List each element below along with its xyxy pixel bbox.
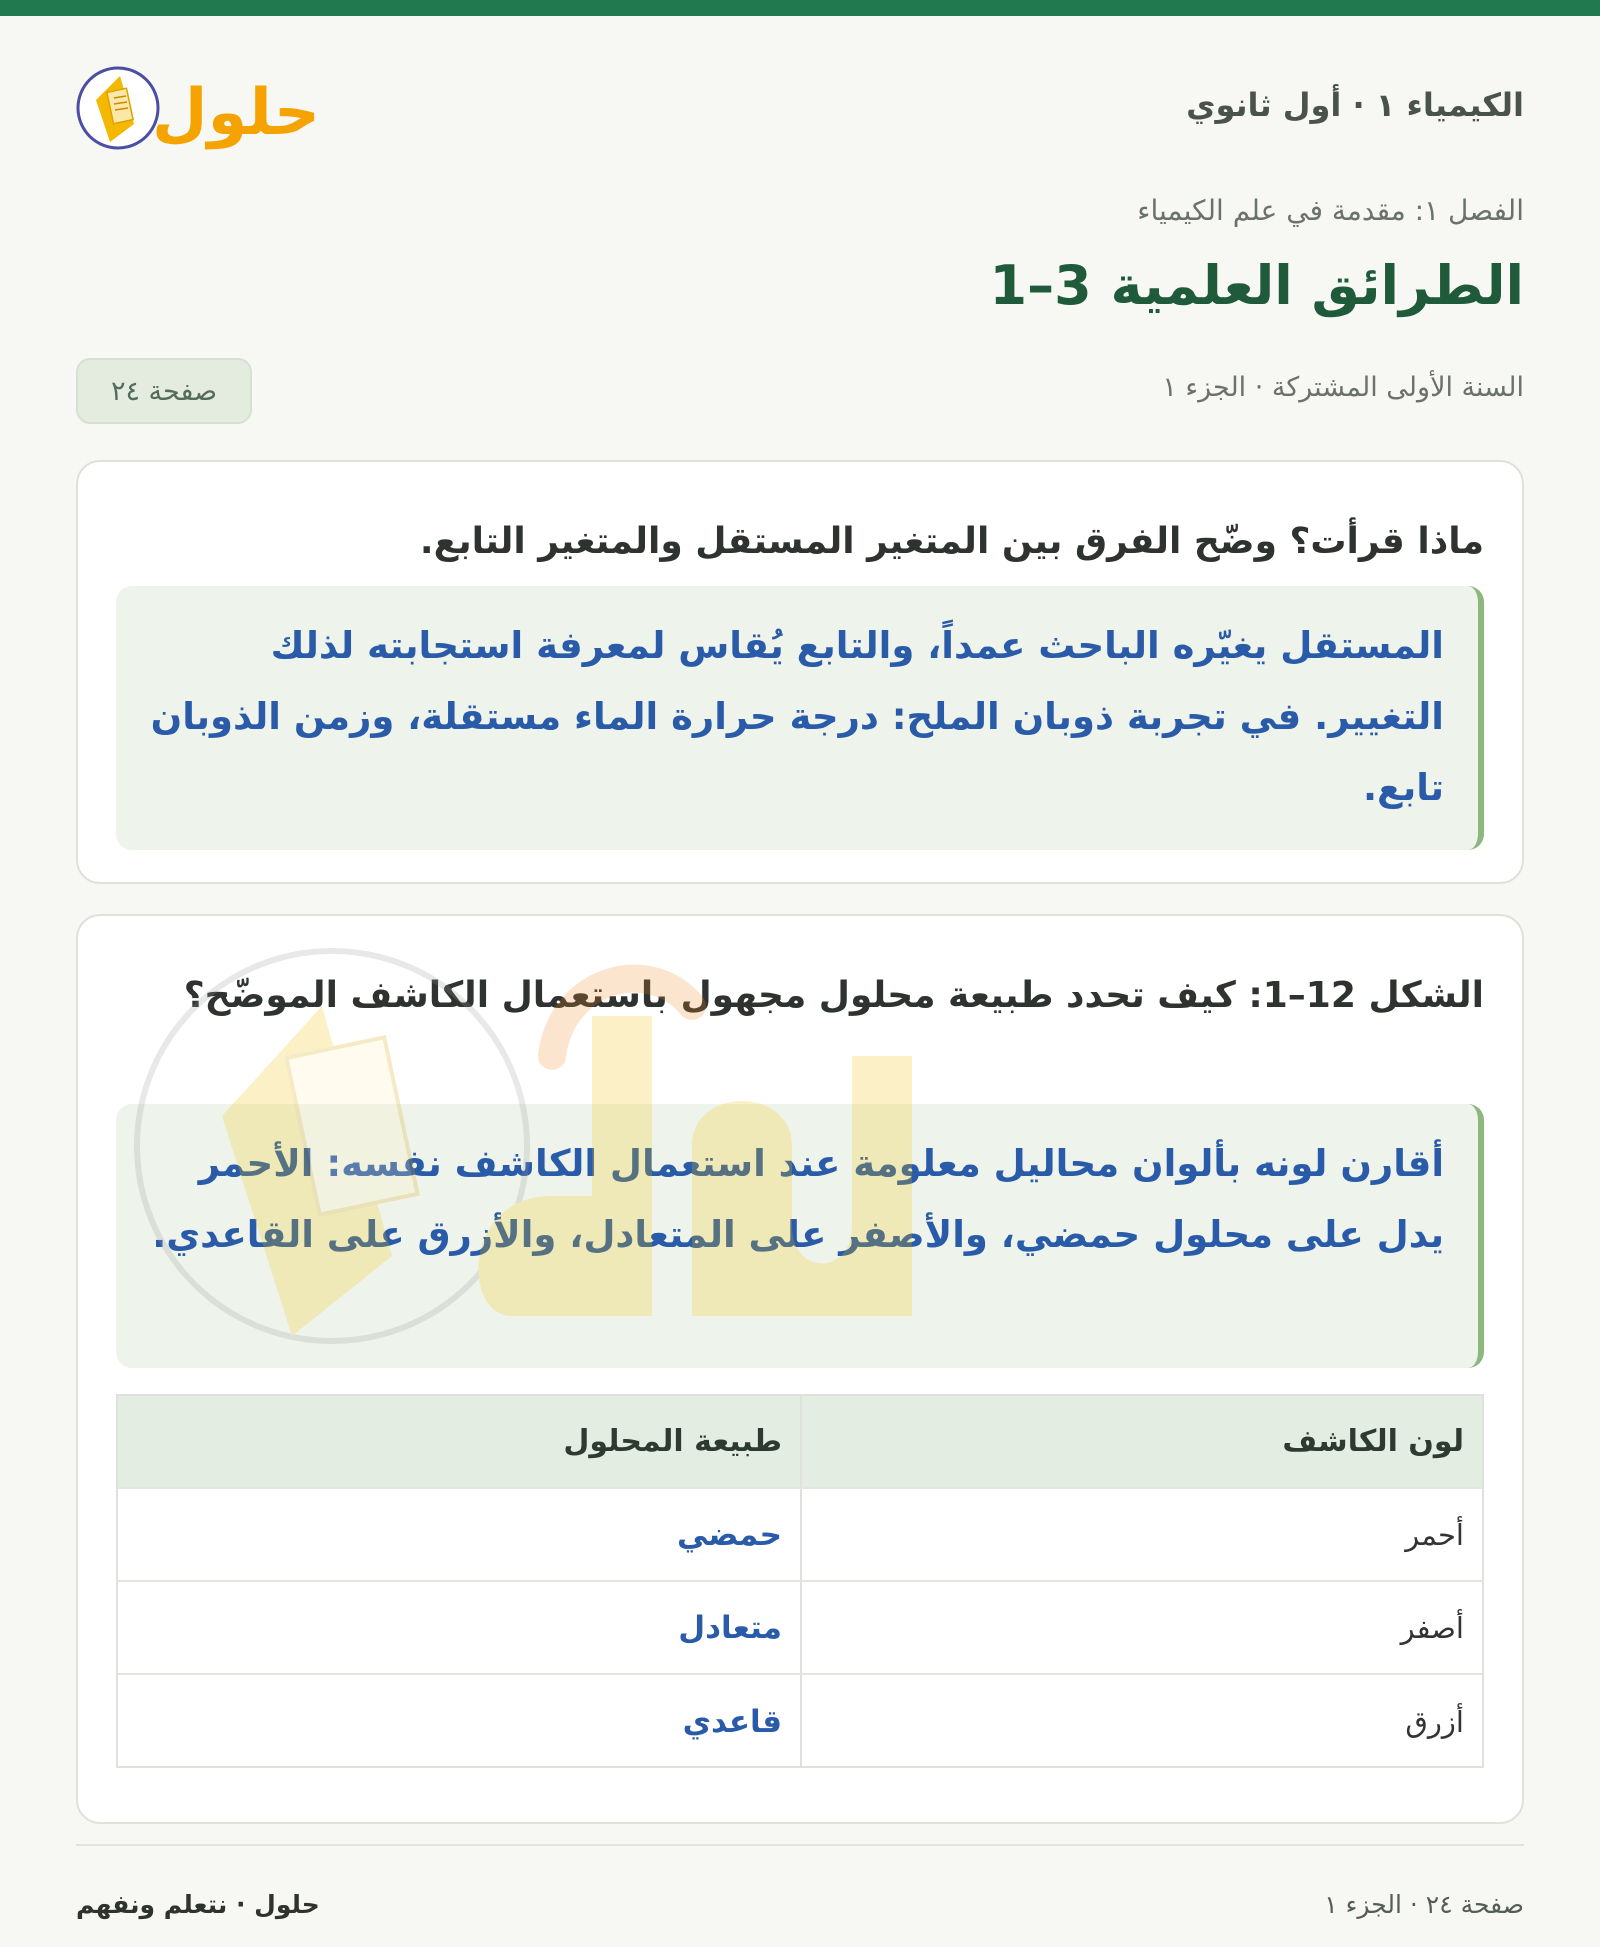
page-title: 1–3 الطرائق العلمية [989,254,1524,317]
page [76,16,1524,1947]
answer-box: أقارن لونه بألوان محاليل معلومة عند استعمال الكاشف نفسه: الأحمر يدل على محلول حمضي، والأصفر على المتعادل، والأزرق على القاعدي. [116,1104,1484,1368]
hulul-logo-icon[interactable] [76,54,336,154]
table-cell-color: أحمر [800,1489,1482,1580]
footer-divider [76,1844,1524,1846]
book-title: الكيمياء ١ · أول ثانوي [1186,86,1524,124]
top-accent-bar [0,0,1600,16]
table-header-cell: طبيعة المحلول [563,1424,782,1459]
table-cell-color: أزرق [800,1675,1482,1768]
answer-box: المستقل يغيّره الباحث عمداً، والتابع يُقاس لمعرفة استجابته لذلك التغيير. في تجربة ذوبان الملح: درجة حرارة الماء مستقلة، وزمن الذوبان تابع. [116,586,1484,850]
course-meta: السنة الأولى المشتركة · الجزء ١ [1162,372,1524,403]
table-row [118,1675,1482,1768]
question-card-1 [76,460,1524,884]
table-cell-nature: حمضي [676,1516,782,1553]
question-text: ماذا قرأت؟ وضّح الفرق بين المتغير المستقل والمتغير التابع. [419,521,1484,562]
page-number-badge: صفحة ٢٤ [76,358,252,424]
table-row [118,1489,1482,1582]
question-text: الشكل 12–1: كيف تحدد طبيعة محلول مجهول باستعمال الكاشف الموضّح؟ [183,975,1484,1016]
table-header-row [118,1396,1482,1489]
footer-brand: حلول · نتعلم ونفهم [76,1890,320,1919]
chapter-label: الفصل ١: مقدمة في علم الكيمياء [1137,194,1524,227]
logo-wordmark: حلول [152,76,320,150]
table-cell-color: أصفر [800,1582,1482,1673]
page-header [76,16,1524,166]
table-cell-nature: متعادل [678,1609,782,1646]
table-row [118,1582,1482,1675]
indicator-table [116,1394,1484,1768]
table-cell-nature: قاعدي [682,1703,782,1740]
footer-page-info: صفحة ٢٤ · الجزء ١ [1324,1890,1524,1919]
question-card-2 [76,914,1524,1824]
table-header-cell: لون الكاشف [800,1396,1482,1487]
